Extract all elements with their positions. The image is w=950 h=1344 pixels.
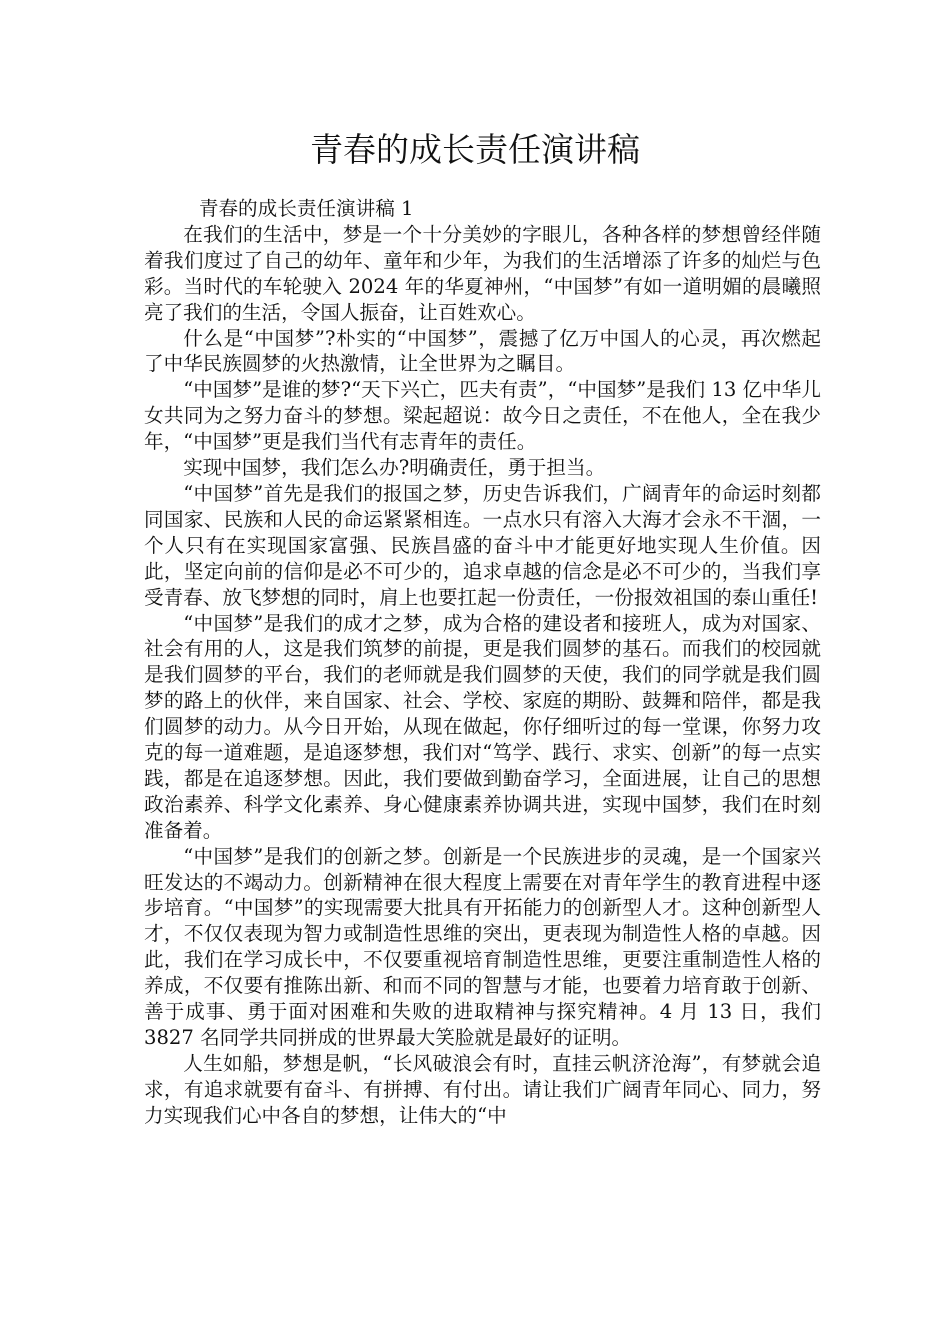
paragraph-8: 人生如船，梦想是帆，“长风破浪会有时，直挂云帆济沧海”，有梦就会追求，有追求就要有奋斗、有拼搏、有付出。请让我们广阔青年同心、同力，努力实现我们心中各自的梦想，让伟大的“中 (144, 1051, 821, 1127)
paragraph-5: “中国梦”首先是我们的报国之梦，历史告诉我们，广阔青年的命运时刻都同国家、民族和人民的命运紧紧相连。一点水只有溶入大海才会永不干涸，一个人只有在实现国家富强、民族昌盛的奋斗中才能更好地实现人生价值。因此，坚定向前的信仰是必不可少的，追求卓越的信念是必不可少的，当我们享受青春、放飞梦想的同时，肩上也要扛起一份责任，一份报效祖国的泰山重任! (144, 481, 821, 609)
section-subtitle: 青春的成长责任演讲稿 1 (198, 197, 414, 220)
paragraph-4: 实现中国梦，我们怎么办?明确责任，勇于担当。 (183, 456, 606, 480)
paragraph-1: 在我们的生活中，梦是一个十分美妙的字眼儿，各种各样的梦想曾经伴随着我们度过了自己的幼年、童年和少年，为我们的生活增添了许多的灿烂与色彩。当时代的车轮驶入 2024 年的华夏神州，“中国梦”有如一道明媚的晨曦照亮了我们的生活，令国人振奋，让百姓欢心。 (144, 222, 821, 324)
document-body (144, 196, 821, 1129)
paragraph-2: 什么是“中国梦”?朴实的“中国梦”，震撼了亿万中国人的心灵，再次燃起了中华民族圆梦的火热激情，让全世界为之瞩目。 (144, 326, 821, 376)
document-title: 青春的成长责任演讲稿 (310, 130, 640, 169)
paragraph-7: “中国梦”是我们的创新之梦。创新是一个民族进步的灵魂，是一个国家兴旺发达的不竭动力。创新精神在很大程度上需要在对青年学生的教育进程中逐步培育。“中国梦”的实现需要大批具有开拓能力的创新型人才。这种创新型人才，不仅仅表现为智力或制造性思维的突出，更表现为制造性人格的卓越。因此，我们在学习成长中，不仅要重视培育制造性思维，更要注重制造性人格的养成，不仅要有推陈出新、和而不同的智慧与才能，也要着力培育敢于创新、善于成事、勇于面对困难和失败的进取精神与探究精神。4 月 13 日，我们 3827 名同学共同拼成的世界最大笑脸就是最好的证明。 (144, 844, 821, 1049)
paragraph-3: “中国梦”是谁的梦?“天下兴亡，匹夫有责”，“中国梦”是我们 13 亿中华儿女共同为之努力奋斗的梦想。梁起超说：故今日之责任，不在他人，全在我少年，“中国梦”更是我们当代有志青年的责任。 (144, 378, 821, 454)
paragraph-6: “中国梦”是我们的成才之梦，成为合格的建设者和接班人，成为对国家、社会有用的人，这是我们筑梦的前提，更是我们圆梦的基石。而我们的校园就是我们圆梦的平台，我们的老师就是我们圆梦的天使，我们的同学就是我们圆梦的路上的伙伴，来自国家、社会、学校、家庭的期盼、鼓舞和陪伴，都是我们圆梦的动力。从今日开始，从现在做起，你仔细听过的每一堂课，你努力攻克的每一道难题，是追逐梦想，我们对“笃学、践行、求实、创新”的每一点实践，都是在追逐梦想。因此，我们要做到勤奋学习，全面进展，让自己的思想政治素养、科学文化素养、身心健康素养协调共进，实现中国梦，我们在时刻准备着。 (144, 611, 821, 842)
